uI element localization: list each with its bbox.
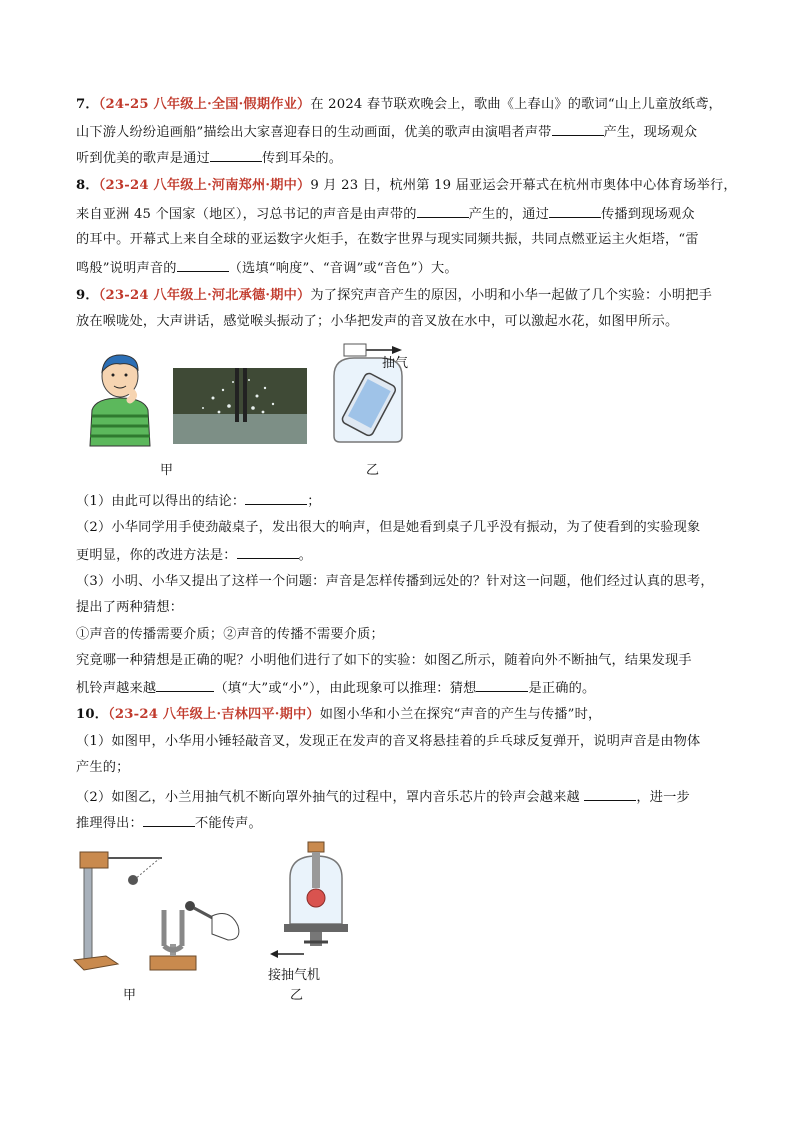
q9-p4-text-3: 是正确的。 (528, 681, 596, 696)
q8-line-2 (76, 203, 726, 225)
connect-pump-label: 接抽气机 (268, 968, 321, 983)
q8-text-2c: 传播到现场观众 (601, 207, 695, 222)
q9-line-1 (76, 286, 726, 306)
q8-line-3: 的耳中。开幕式上来自全球的亚运数字火炬手，在数字世界与现实同频共振，共同点燃亚运主火炬塔，“雷 (76, 232, 699, 247)
q10-p3-text: 推理得出： (76, 816, 143, 831)
q10-p2-text: （2）如图乙，小兰用抽气机不断向罩外抽气的过程中，罩内音乐芯片的铃声会越来越 (76, 790, 585, 805)
q7-blank-2[interactable] (210, 147, 262, 162)
q9-line-2: 放在喉咙处，大声讲话，感觉喉头振动了；小华把发声的音叉放在水中，可以激起水花，如图甲所示。 (76, 314, 679, 329)
q9-part-3-line-1: （3）小明、小华又提出了这样一个问题：声音是怎样传播到远处的？针对这一问题，他们经过认真的思考， (76, 574, 714, 589)
q10-source: （23-24 八年级上·吉林四平·期中） (108, 707, 320, 722)
q10-figure-caption-jia: 甲 (123, 988, 137, 1003)
q9-p2-end: 。 (298, 548, 313, 563)
q9-part-2-line-2 (76, 544, 726, 566)
q9-blank-3[interactable] (156, 677, 214, 692)
q8-blank-3[interactable] (177, 257, 229, 272)
q8-blank-2[interactable] (549, 203, 601, 218)
q9-part-2-line-1: （2）小华同学用手使劲敲桌子，发出很大的响声，但是她看到桌子几乎没有振动，为了使看到的实验现象 (76, 520, 701, 535)
q7-text-3b: 传到耳朵的。 (261, 151, 343, 166)
bell-jar-phone-figure (326, 342, 436, 444)
q9-text-1: 为了探究声音产生的原因，小明和小华一起做了几个实验：小明把手 (310, 288, 712, 303)
q10-blank-1[interactable] (584, 786, 636, 801)
q9-p1-text: （1）由此可以得出的结论： (76, 494, 246, 509)
q8-blank-1[interactable] (417, 203, 469, 218)
q9-blank-2[interactable] (237, 544, 299, 559)
q7-text-2b: 产生，现场观众 (603, 125, 698, 140)
pump-out-label: 抽气 (382, 356, 409, 371)
q9-blank-4[interactable] (476, 677, 528, 692)
q8-text-1: 9 月 23 日，杭州第 19 届亚运会开幕式在杭州市奥体中心体育场举行， (310, 178, 737, 193)
q9-source: （23-24 八年级上·河北承德·期中） (98, 288, 311, 303)
q9-part-4-line-2 (76, 677, 726, 699)
q7-text-1: 在 2024 春节联欢晚会上，歌曲《上春山》的歌词“山上儿童放纸鸢， (310, 97, 722, 112)
q7-line-2 (76, 121, 726, 143)
q10-p3-end: 不能传声。 (194, 816, 262, 831)
q9-figure-caption-yi: 乙 (366, 463, 380, 478)
q9-p4-text-1: 机铃声越来越 (76, 681, 157, 696)
q10-blank-2[interactable] (143, 812, 195, 827)
q10-part-1-line-2: 产生的； (76, 760, 130, 775)
tuning-fork-pingpong-figure (70, 848, 250, 974)
q10-p2-end: ，进一步 (636, 790, 690, 805)
q7-number: 7． (76, 97, 99, 112)
q10-part-2-line-1 (76, 786, 726, 808)
q9-p1-end: ； (307, 494, 321, 509)
q9-part-4-line-1: 究竟哪一种猜想是正确的呢？小明他们进行了如下的实验：如图乙所示，随着向外不断抽气，结果发现手 (76, 653, 692, 668)
q10-part-2-line-2 (76, 812, 726, 834)
q8-line-4 (76, 257, 726, 279)
bell-jar-pump-figure (280, 838, 352, 958)
q9-guesses: ①声音的传播需要介质；②声音的传播不需要介质； (76, 627, 384, 642)
q8-source: （23-24 八年级上·河南郑州·期中） (98, 178, 311, 193)
q8-text-2a: 来自亚洲 45 个国家（地区），习总书记的声音是由声带的 (76, 207, 417, 222)
q9-number: 9． (76, 288, 99, 303)
q9-part-1 (76, 490, 726, 512)
q8-line-1 (76, 176, 737, 196)
q9-blank-1[interactable] (245, 490, 307, 505)
q9-part-3-line-2: 提出了两种猜想： (76, 600, 184, 615)
q9-figure-caption-jia: 甲 (160, 463, 174, 478)
q8-text-2b: 产生的，通过 (468, 207, 549, 222)
q8-number: 8． (76, 178, 99, 193)
q7-text-3a: 听到优美的歌声是通过 (76, 151, 210, 166)
tuning-fork-water-photo (173, 368, 307, 444)
q7-line-3 (76, 147, 726, 169)
q10-figure-caption-yi: 乙 (290, 988, 304, 1003)
q10-number: 10． (76, 707, 109, 722)
boy-touching-throat-figure (80, 350, 160, 450)
q7-source: （24-25 八年级上·全国·假期作业） (98, 97, 311, 112)
pump-arrow-icon (268, 948, 308, 960)
q10-text-1: 如图小华和小兰在探究“声音的产生与传播”时， (319, 707, 602, 722)
q7-blank-1[interactable] (552, 121, 604, 136)
q8-text-4b: （选填“响度”、“音调”或“音色”）大。 (228, 261, 458, 276)
q10-part-1-line-1: （1）如图甲，小华用小锤轻敲音叉，发现正在发声的音叉将悬挂着的乒乓球反复弹开，说明声音是由物体 (76, 734, 701, 749)
q7-line-1 (76, 95, 726, 115)
q7-text-2a: 山下游人纷纷追画船”描绘出大家喜迎春日的生动画面，优美的歌声由演唱者声带 (76, 125, 552, 140)
q8-text-4a: 鸣般”说明声音的 (76, 261, 177, 276)
q9-p2-text: 更明显，你的改进方法是： (76, 548, 237, 563)
q10-line-1 (76, 705, 726, 725)
q9-p4-text-2: （填“大”或“小”），由此现象可以推理：猜想 (214, 681, 477, 696)
